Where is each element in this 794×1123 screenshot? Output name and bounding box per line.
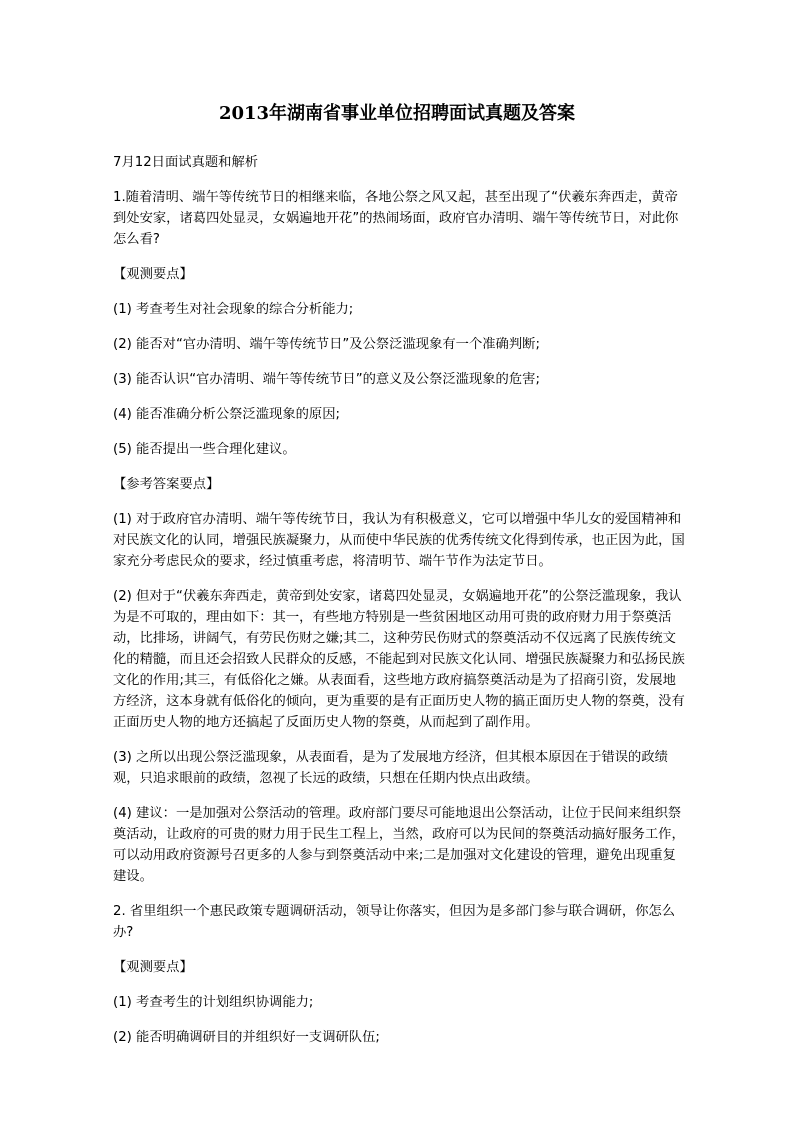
document-title: 2013年湖南省事业单位招聘面试真题及答案	[218, 103, 576, 124]
list-item: (2) 能否对“官办清明、端午等传统节日”及公祭泛滥现象有一个准确判断;	[113, 337, 540, 352]
question-1: 1.随着清明、端午等传统节日的相继来临，各地公祭之风又起，甚至出现了“伏羲东奔西走，黄帝到处安家，诸葛四处显灵，女娲遍地开花”的热闹场面，政府官办清明、端午等传统节日，对此你怎么看?	[113, 190, 679, 247]
list-item: (4) 能否准确分析公祭泛滥现象的原因;	[113, 407, 340, 422]
question-2: 2. 省里组织一个惠民政策专题调研活动，领导让你落实，但因为是多部门参与联合调研，你怎么办?	[113, 904, 676, 940]
document-body	[113, 152, 689, 1062]
answer-paragraph: (1) 对于政府官办清明、端午等传统节日，我认为有积极意义，它可以增强中华儿女的爱国精神和对民族文化的认同，增强民族凝聚力，从而使中华民族的优秀传统文化得到传承，也正因为此，国家充分考虑民众的要求，经过慎重考虑，将清明节、端午节作为法定节日。	[113, 512, 685, 569]
answer-paragraph: (2) 但对于“伏羲东奔西走，黄帝到处安家，诸葛四处显灵，女娲遍地开花”的公祭泛滥现象，我认为是不可取的，理由如下：其一，有些地方特别是一些贫困地区动用可贵的政府财力用于祭奠活动，比排场，讲阔气，有劳民伤财之嫌;其二，这种劳民伤财式的祭奠活动不仅远离了民族传统文化的精髓，而且还会招致人民群众的反感，不能起到对民族文化认同、增强民族凝聚力和弘扬民族文化的作用;其三，有低俗化之嫌。从表面看，这些地方政府搞祭奠活动是为了招商引资，发展地方经济，这本身就有低俗化的倾向，更为重要的是有正面历史人物的搞正面历史人物的祭奠，没有正面历史人物的地方还搞起了反面历史人物的祭奠，从而起到了副作用。	[113, 589, 685, 730]
answer-paragraph: (3) 之所以出现公祭泛滥现象，从表面看，是为了发展地方经济，但其根本原因在于错误的政绩观，只追求眼前的政绩，忽视了长远的政绩，只想在任期内快点出政绩。	[113, 750, 668, 786]
list-item: (3) 能否认识“官办清明、端午等传统节日”的意义及公祭泛滥现象的危害;	[113, 372, 540, 387]
answer-paragraph: (4) 建议：一是加强对公祭活动的管理。政府部门要尽可能地退出公祭活动，让位于民间来组织祭奠活动，让政府的可贵的财力用于民生工程上，当然，政府可以为民间的祭奠活动搞好服务工作，可以动用政府资源号召更多的人参与到祭奠活动中来;二是加强对文化建设的管理，避免出现重复建设。	[113, 806, 685, 884]
section-subtitle: 7月12日面试真题和解析	[113, 155, 259, 170]
section-heading: 【参考答案要点】	[113, 477, 220, 492]
list-item: (2) 能否明确调研目的并组织好一支调研队伍;	[113, 1030, 380, 1045]
section-heading: 【观测要点】	[113, 267, 193, 282]
list-item: (1) 考查考生的计划组织协调能力;	[113, 995, 314, 1010]
list-item: (5) 能否提出一些合理化建议。	[113, 442, 296, 457]
list-item: (1) 考查考生对社会现象的综合分析能力;	[113, 302, 354, 317]
section-heading: 【观测要点】	[113, 960, 193, 975]
